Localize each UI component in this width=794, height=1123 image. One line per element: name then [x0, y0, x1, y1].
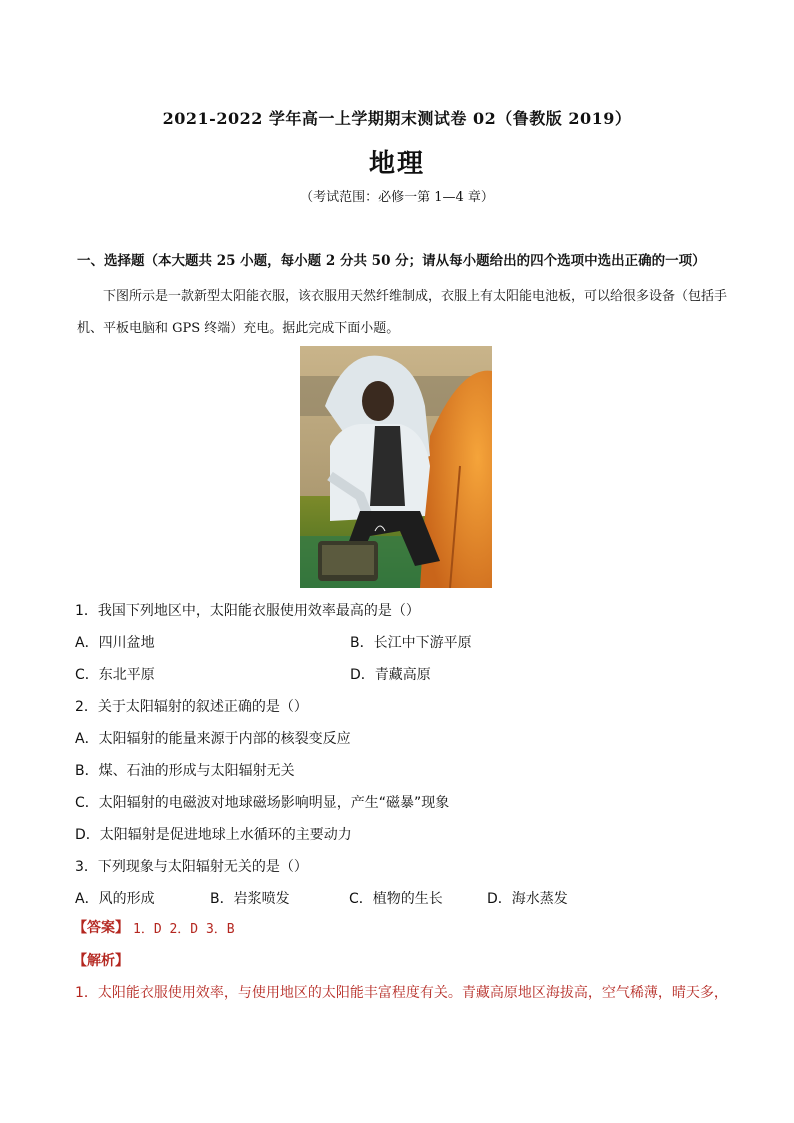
analysis-label: 【解析】 — [73, 953, 129, 969]
question-2-option-a[interactable]: A．太阳辐射的能量来源于内部的核裂变反应 — [75, 731, 351, 747]
question-3-option-d[interactable]: D．海水蒸发 — [487, 891, 568, 907]
question-2-stem: 2．关于太阳辐射的叙述正确的是（） — [75, 699, 308, 715]
question-2-option-c[interactable]: C．太阳辐射的电磁波对地球磁场影响明显，产生“磁暴”现象 — [75, 795, 450, 811]
analysis-text: 1．太阳能衣服使用效率，与使用地区的太阳能丰富程度有关。青藏高原地区海拔高，空气稀薄，晴天多， — [75, 985, 728, 1001]
subject-title: 地理 — [368, 149, 425, 179]
photo-illustration — [300, 346, 492, 588]
question-1-option-a[interactable]: A．四川盆地 — [75, 635, 155, 651]
exam-scope: （考试范围：必修一第 1—4 章） — [300, 190, 494, 205]
question-1-option-c[interactable]: C．东北平原 — [75, 667, 155, 683]
question-3-option-a[interactable]: A．风的形成 — [75, 891, 155, 907]
question-1-option-d[interactable]: D．青藏高原 — [350, 667, 431, 683]
question-3-option-c[interactable]: C．植物的生长 — [349, 891, 443, 907]
question-1-option-b[interactable]: B．长江中下游平原 — [350, 635, 472, 651]
exam-title: 2021-2022 学年高一上学期期末测试卷 02（鲁教版 2019） — [162, 109, 632, 128]
question-3-option-b[interactable]: B．岩浆喷发 — [210, 891, 290, 907]
solar-clothing-photo — [300, 346, 492, 588]
question-1-stem: 1．我国下列地区中，太阳能衣服使用效率最高的是（） — [75, 603, 420, 619]
answer-label: 【答案】 — [73, 920, 129, 936]
answer-value: 1．D 2．D 3．B — [133, 922, 235, 937]
question-2-option-d[interactable]: D．太阳辐射是促进地球上水循环的主要动力 — [75, 827, 352, 843]
section-heading: 一、选择题（本大题共 25 小题，每小题 2 分共 50 分；请从每小题给出的四个选项中选出正确的一项） — [77, 253, 706, 269]
question-2-option-b[interactable]: B．煤、石油的形成与太阳辐射无关 — [75, 763, 295, 779]
question-passage: 下图所示是一款新型太阳能衣服，该衣服用天然纤维制成，衣服上有太阳能电池板，可以给很多设备（包括手机、平板电脑和 GPS 终端）充电。据此完成下面小题。 — [77, 289, 728, 336]
question-3-stem: 3．下列现象与太阳辐射无关的是（） — [75, 859, 308, 875]
